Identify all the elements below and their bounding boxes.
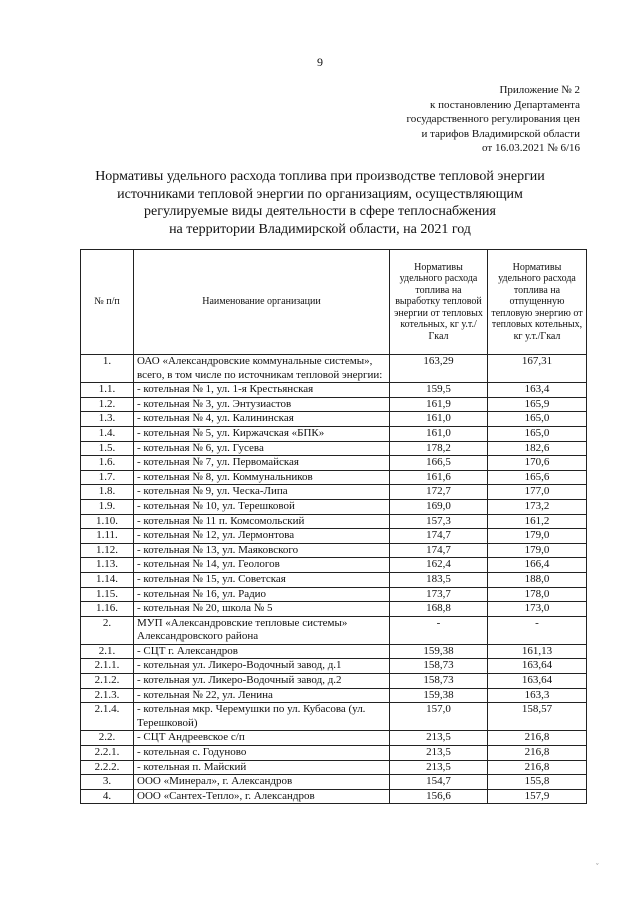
row-organization: - СЦТ Андреевское с/п <box>134 731 390 746</box>
row-number: 2.1.4. <box>81 703 134 731</box>
row-organization: - котельная № 20, школа № 5 <box>134 602 390 617</box>
row-number: 2.1.3. <box>81 688 134 703</box>
table-row <box>81 572 587 587</box>
row-number: 2.2.2. <box>81 760 134 775</box>
table-row <box>81 529 587 544</box>
appendix-line: Приложение № 2 <box>499 84 580 96</box>
row-production-norm: 159,5 <box>390 383 488 398</box>
row-organization: - котельная п. Майский <box>134 760 390 775</box>
row-supply-norm: 179,0 <box>488 529 587 544</box>
row-supply-norm: 161,2 <box>488 514 587 529</box>
row-number: 2.1. <box>81 644 134 659</box>
row-number: 4. <box>81 789 134 804</box>
document-title <box>40 168 600 238</box>
row-organization: - котельная № 13, ул. Маяковского <box>134 543 390 558</box>
header-number: № п/п <box>81 250 134 355</box>
table-row <box>81 789 587 804</box>
row-number: 2.2.1. <box>81 746 134 761</box>
row-supply-norm: 188,0 <box>488 572 587 587</box>
row-organization: - котельная № 7, ул. Первомайская <box>134 456 390 471</box>
row-number: 1.9. <box>81 499 134 514</box>
row-supply-norm: 178,0 <box>488 587 587 602</box>
table-row <box>81 731 587 746</box>
row-production-norm: 213,5 <box>390 746 488 761</box>
row-production-norm: 213,5 <box>390 760 488 775</box>
row-supply-norm: 179,0 <box>488 543 587 558</box>
appendix-line: и тарифов Владимирской области <box>421 127 580 140</box>
row-number: 2.1.1. <box>81 659 134 674</box>
row-organization: МУП «Александровские тепловые системы» Александровского района <box>134 616 390 644</box>
row-organization: - котельная № 4, ул. Калининская <box>134 412 390 427</box>
row-production-norm: 166,5 <box>390 456 488 471</box>
norms-table <box>80 249 587 804</box>
row-organization: - котельная № 5, ул. Киржачская «БПК» <box>134 426 390 441</box>
row-production-norm: 168,8 <box>390 602 488 617</box>
row-supply-norm: 167,31 <box>488 355 587 383</box>
row-supply-norm: - <box>488 616 587 644</box>
row-number: 2.1.2. <box>81 674 134 689</box>
row-organization: - котельная № 8, ул. Коммунальников <box>134 470 390 485</box>
row-number: 2. <box>81 616 134 644</box>
row-number: 1.7. <box>81 470 134 485</box>
row-production-norm: 158,73 <box>390 659 488 674</box>
table-row <box>81 514 587 529</box>
row-production-norm: 183,5 <box>390 572 488 587</box>
row-supply-norm: 157,9 <box>488 789 587 804</box>
row-organization: - котельная № 16, ул. Радио <box>134 587 390 602</box>
appendix-block <box>280 83 580 156</box>
row-supply-norm: 161,13 <box>488 644 587 659</box>
row-supply-norm: 182,6 <box>488 441 587 456</box>
table-row <box>81 441 587 456</box>
row-number: 1.5. <box>81 441 134 456</box>
row-supply-norm: 173,0 <box>488 602 587 617</box>
row-supply-norm: 163,4 <box>488 383 587 398</box>
row-supply-norm: 177,0 <box>488 485 587 500</box>
row-production-norm: 172,7 <box>390 485 488 500</box>
row-number: 1.15. <box>81 587 134 602</box>
row-production-norm: 161,6 <box>390 470 488 485</box>
table-row <box>81 659 587 674</box>
row-production-norm: 162,4 <box>390 558 488 573</box>
appendix-line: государственного регулирования цен <box>406 113 580 125</box>
table-row <box>81 383 587 398</box>
table-row <box>81 674 587 689</box>
row-production-norm: 163,29 <box>390 355 488 383</box>
title-line: на территории Владимирской области, на 2021 год <box>169 221 471 237</box>
table-header-row <box>81 250 587 355</box>
row-production-norm: 173,7 <box>390 587 488 602</box>
title-line: регулируемые виды деятельности в сфере теплоснабжения <box>144 204 496 219</box>
row-supply-norm: 165,0 <box>488 426 587 441</box>
row-supply-norm: 163,64 <box>488 674 587 689</box>
row-production-norm: 178,2 <box>390 441 488 456</box>
row-supply-norm: 163,3 <box>488 688 587 703</box>
row-number: 1.11. <box>81 529 134 544</box>
row-number: 1.3. <box>81 412 134 427</box>
row-organization: - котельная № 11 п. Комсомольский <box>134 514 390 529</box>
row-production-norm: 161,9 <box>390 397 488 412</box>
row-organization: ООО «Сантех-Тепло», г. Александров <box>134 789 390 804</box>
row-production-norm: 161,0 <box>390 412 488 427</box>
title-line: Нормативы удельного расхода топлива при производстве тепловой энергии <box>95 169 545 184</box>
table-row <box>81 456 587 471</box>
row-production-norm: 161,0 <box>390 426 488 441</box>
table-row <box>81 558 587 573</box>
row-production-norm: 213,5 <box>390 731 488 746</box>
row-organization: - котельная № 22, ул. Ленина <box>134 688 390 703</box>
row-number: 1.6. <box>81 456 134 471</box>
row-number: 1.4. <box>81 426 134 441</box>
row-number: 1.2. <box>81 397 134 412</box>
row-number: 1. <box>81 355 134 383</box>
row-organization: - котельная № 12, ул. Лермонтова <box>134 529 390 544</box>
row-supply-norm: 155,8 <box>488 775 587 790</box>
appendix-line: к постановлению Департамента <box>429 98 580 111</box>
row-organization: - котельная № 1, ул. 1-я Крестьянская <box>134 383 390 398</box>
row-supply-norm: 163,64 <box>488 659 587 674</box>
row-organization: - котельная с. Годуново <box>134 746 390 761</box>
row-supply-norm: 216,8 <box>488 760 587 775</box>
row-production-norm: 154,7 <box>390 775 488 790</box>
table-row <box>81 587 587 602</box>
scan-mark: ˇ <box>596 862 599 871</box>
row-number: 1.12. <box>81 543 134 558</box>
row-number: 1.8. <box>81 485 134 500</box>
row-production-norm: 174,7 <box>390 543 488 558</box>
table-row <box>81 703 587 731</box>
table-row <box>81 644 587 659</box>
row-production-norm: 159,38 <box>390 644 488 659</box>
row-production-norm: 158,73 <box>390 674 488 689</box>
row-supply-norm: 216,8 <box>488 731 587 746</box>
table-row <box>81 616 587 644</box>
row-organization: - котельная мкр. Черемушки по ул. Кубасова (ул. Терешковой) <box>134 703 390 731</box>
row-number: 2.2. <box>81 731 134 746</box>
row-organization: - котельная № 9, ул. Ческа-Липа <box>134 485 390 500</box>
row-production-norm: 169,0 <box>390 499 488 514</box>
header-production-norm: Нормативы удельного расхода топлива на выработку тепловой энергии от тепловых котельных, кг у.т./Гкал <box>390 250 488 355</box>
table-row <box>81 775 587 790</box>
row-supply-norm: 158,57 <box>488 703 587 731</box>
row-organization: - СЦТ г. Александров <box>134 644 390 659</box>
appendix-line: от 16.03.2021 № 6/16 <box>482 142 580 154</box>
row-number: 1.14. <box>81 572 134 587</box>
row-production-norm: - <box>390 616 488 644</box>
table-row <box>81 426 587 441</box>
table-row <box>81 485 587 500</box>
row-supply-norm: 165,6 <box>488 470 587 485</box>
row-organization: ООО «Минерал», г. Александров <box>134 775 390 790</box>
table-row <box>81 543 587 558</box>
table-row <box>81 470 587 485</box>
table-row <box>81 355 587 383</box>
row-organization: - котельная ул. Ликеро-Водочный завод, д.2 <box>134 674 390 689</box>
title-line: источниками тепловой энергии по организациям, осуществляющим <box>117 186 523 202</box>
table-row <box>81 602 587 617</box>
row-supply-norm: 173,2 <box>488 499 587 514</box>
row-number: 1.16. <box>81 602 134 617</box>
row-number: 1.13. <box>81 558 134 573</box>
table-row <box>81 746 587 761</box>
row-production-norm: 157,3 <box>390 514 488 529</box>
row-supply-norm: 166,4 <box>488 558 587 573</box>
table-row <box>81 412 587 427</box>
header-supply-norm: Нормативы удельного расхода топлива на отпущенную тепловую энергию от тепловых котельных, кг у.т./Гкал <box>488 250 587 355</box>
row-organization: - котельная № 3, ул. Энтузиастов <box>134 397 390 412</box>
row-number: 1.10. <box>81 514 134 529</box>
row-organization: - котельная № 10, ул. Терешковой <box>134 499 390 514</box>
row-supply-norm: 170,6 <box>488 456 587 471</box>
row-production-norm: 174,7 <box>390 529 488 544</box>
row-production-norm: 156,6 <box>390 789 488 804</box>
page-number: 9 <box>317 55 323 69</box>
table-row <box>81 688 587 703</box>
row-production-norm: 159,38 <box>390 688 488 703</box>
table-row <box>81 499 587 514</box>
row-number: 3. <box>81 775 134 790</box>
row-organization: ОАО «Александровские коммунальные системы», всего, в том числе по источникам тепловой энергии: <box>134 355 390 383</box>
row-organization: - котельная ул. Ликеро-Водочный завод, д.1 <box>134 659 390 674</box>
row-supply-norm: 165,0 <box>488 412 587 427</box>
row-organization: - котельная № 6, ул. Гусева <box>134 441 390 456</box>
row-supply-norm: 216,8 <box>488 746 587 761</box>
table-row <box>81 397 587 412</box>
row-supply-norm: 165,9 <box>488 397 587 412</box>
table-row <box>81 760 587 775</box>
row-organization: - котельная № 15, ул. Советская <box>134 572 390 587</box>
row-organization: - котельная № 14, ул. Геологов <box>134 558 390 573</box>
header-organization: Наименование организации <box>134 250 390 355</box>
row-production-norm: 157,0 <box>390 703 488 731</box>
row-number: 1.1. <box>81 383 134 398</box>
